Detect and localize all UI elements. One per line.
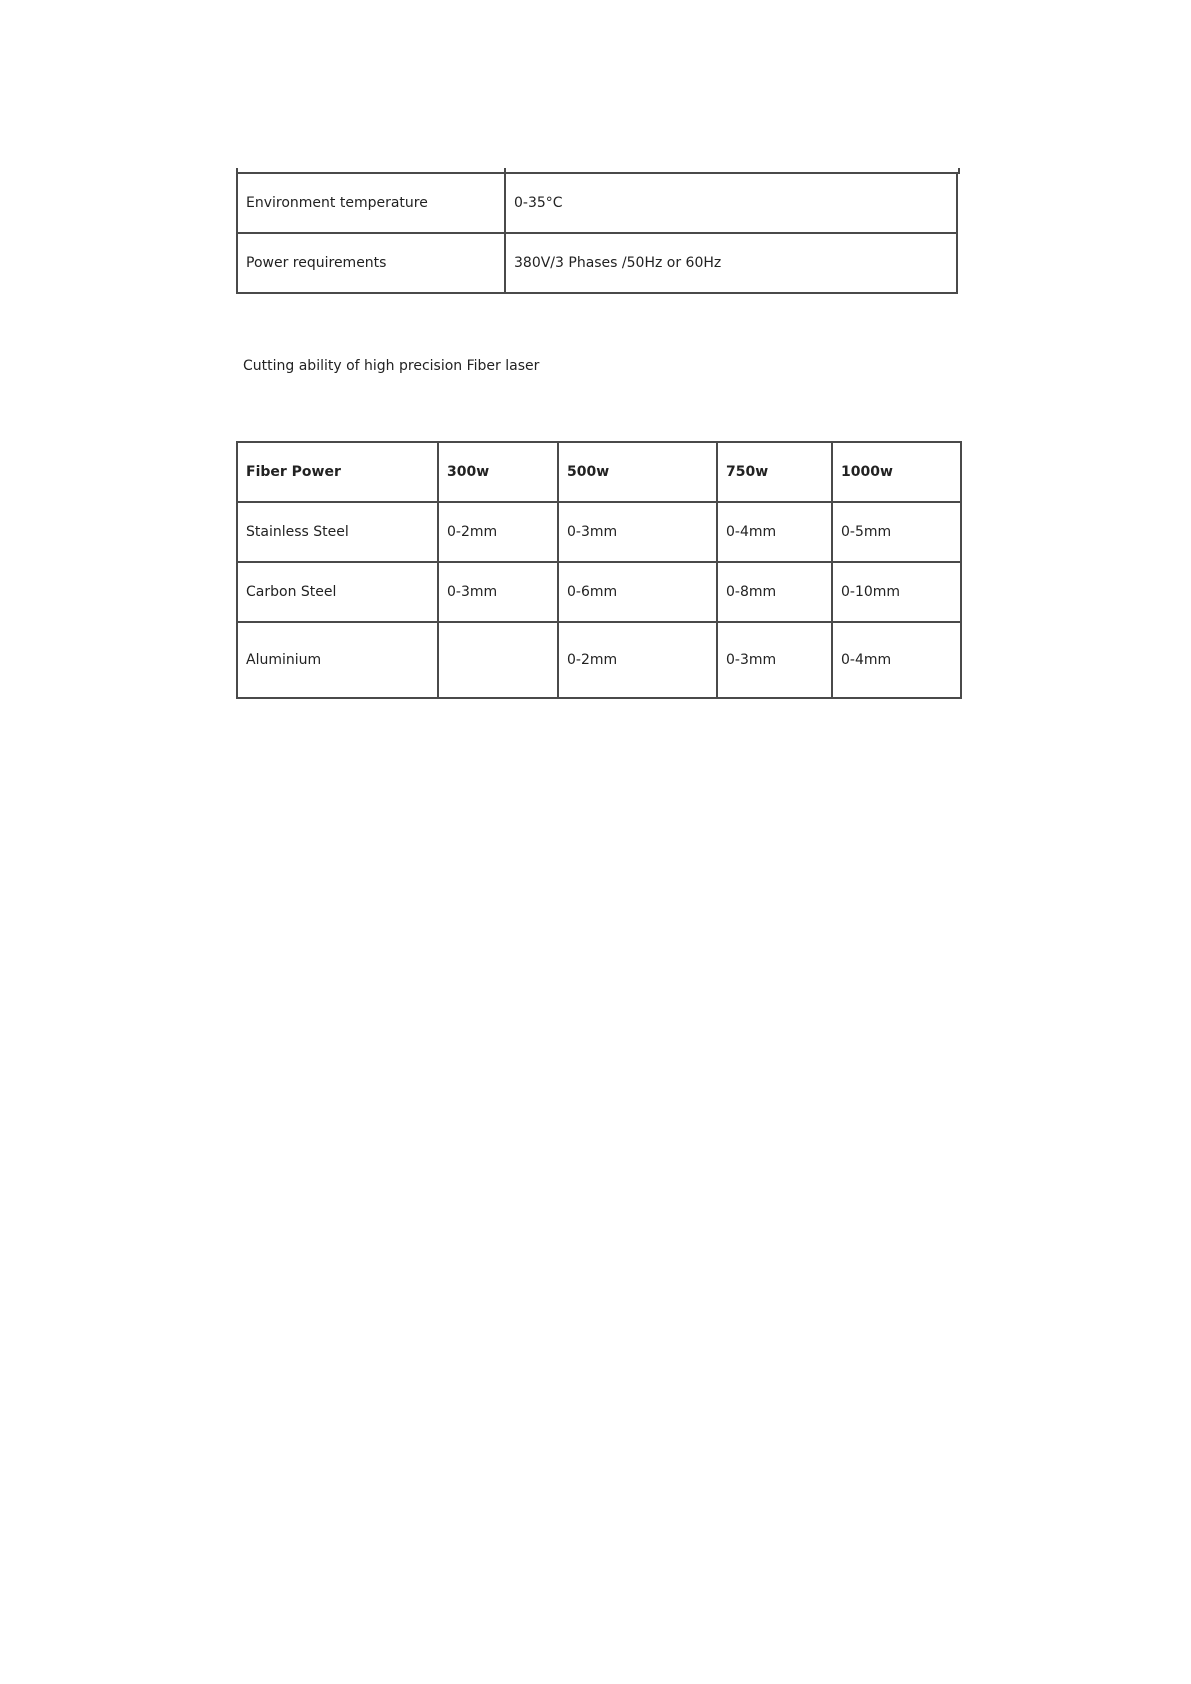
table-row: [237, 233, 957, 293]
table-cell: 0-5mm: [832, 502, 961, 562]
spec-value-environment-temperature: 0-35°C: [505, 173, 957, 233]
row-label-carbon-steel: Carbon Steel: [237, 562, 438, 622]
table-continuation-mark: [958, 168, 960, 174]
row-label-stainless-steel: Stainless Steel: [237, 502, 438, 562]
table-row: [237, 502, 961, 562]
table-row: [237, 562, 961, 622]
table-header-row: [237, 442, 961, 502]
header-750w: 750w: [717, 442, 832, 502]
table-row: [237, 173, 957, 233]
table-cell: 0-4mm: [717, 502, 832, 562]
table-cell: 0-4mm: [832, 622, 961, 698]
spec-label-environment-temperature: Environment temperature: [237, 173, 505, 233]
table-cell: 0-3mm: [717, 622, 832, 698]
header-fiber-power: Fiber Power: [237, 442, 438, 502]
table-cell: 0-6mm: [558, 562, 717, 622]
spec-table: [236, 172, 958, 294]
table-cell: 0-3mm: [558, 502, 717, 562]
spec-label-power-requirements: Power requirements: [237, 233, 505, 293]
table-cell-empty: [438, 622, 558, 698]
header-500w: 500w: [558, 442, 717, 502]
spec-value-power-requirements: 380V/3 Phases /50Hz or 60Hz: [505, 233, 957, 293]
cutting-ability-table: [236, 441, 962, 699]
table-cell: 0-3mm: [438, 562, 558, 622]
header-1000w: 1000w: [832, 442, 961, 502]
table-cell: 0-10mm: [832, 562, 961, 622]
table-cell: 0-2mm: [558, 622, 717, 698]
header-300w: 300w: [438, 442, 558, 502]
row-label-aluminium: Aluminium: [237, 622, 438, 698]
table-cell: 0-2mm: [438, 502, 558, 562]
cutting-ability-heading: Cutting ability of high precision Fiber laser: [243, 358, 540, 374]
table-cell: 0-8mm: [717, 562, 832, 622]
table-row: [237, 622, 961, 698]
